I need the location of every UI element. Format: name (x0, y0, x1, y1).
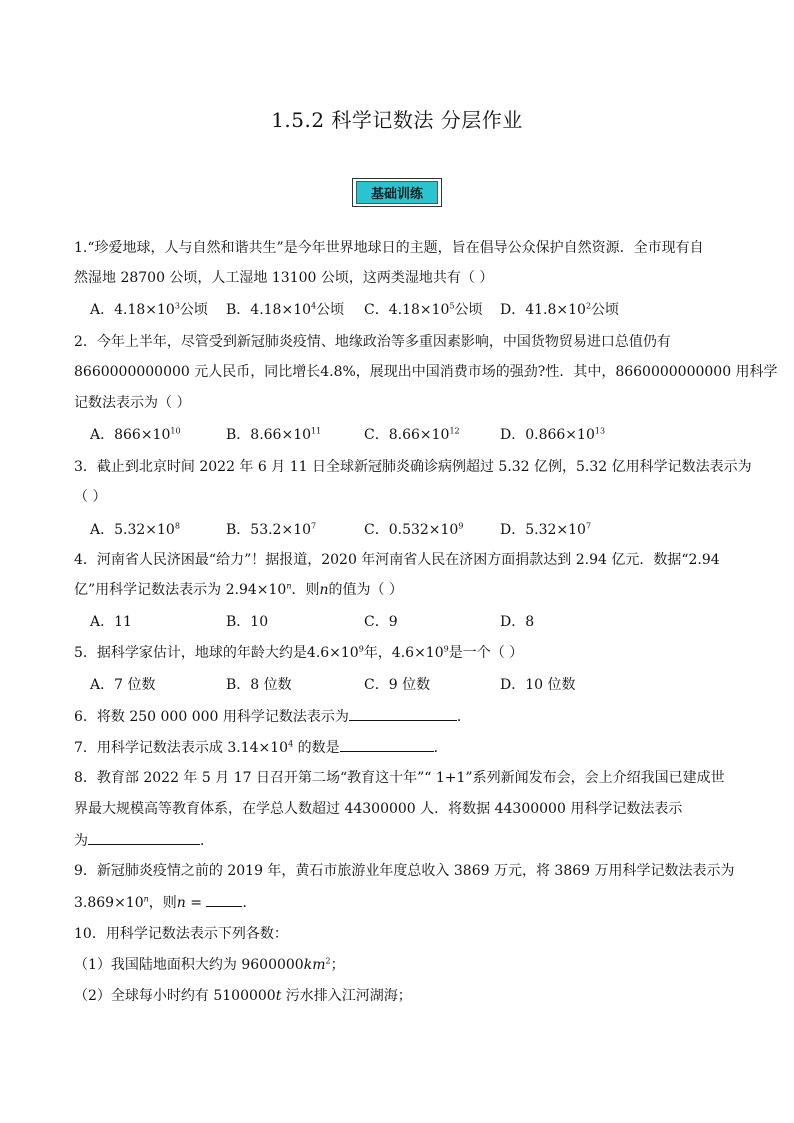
q1-option-d: D．$41.8\times 10^2$公顷 (500, 301, 620, 318)
page-title: 1.5.2 科学记数法 分层作业 (271, 108, 523, 132)
q10-line-1: 10．用科学记数法表示下列各数： (74, 926, 288, 942)
section-badge-wrap (0, 178, 794, 207)
q6-line: 6．将数 250 000 000 用科学记数法表示为 ． (74, 706, 471, 727)
q2-line-3: 记数法表示为（ ） (74, 395, 191, 411)
q5-option-c: C．9 位数 (364, 677, 431, 693)
section-badge (352, 178, 442, 207)
q3-line-2: （ ） (74, 489, 107, 505)
q8-line-2: 界最大规模高等教育体系，在学总人数超过 44300000 人．将数据 44300000 用科学记数法表示 (74, 801, 683, 817)
q2-option-c: C．$8.66\times 10^{12}$ (364, 426, 460, 443)
q2-line-2: 8660000000000 元人民币，同比增长4.8%，展现出中国消费市场的强劲?性．其中，8660000000000 用科学 (74, 364, 778, 380)
q3-option-d: D．$5.32\times 10^7$ (500, 521, 592, 538)
q9-answer-blank[interactable] (206, 892, 242, 907)
q1-option-c: C．$4.18\times 10^5$公顷 (364, 301, 483, 318)
q4-option-d: D．8 (500, 614, 535, 630)
q1-option-b: B．$4.18\times 10^4$公顷 (226, 301, 345, 318)
q4-line-2: 亿”用科学记数法表示为 $2.94\times 10^n$．则n的值为（ ） (74, 581, 403, 598)
q4-option-a: A．11 (90, 614, 132, 630)
q3-line-1: 3．截止到北京时间 2022 年 6 月 11 日全球新冠肺炎确诊病例超过 5.32 亿例，5.32 亿用科学记数法表示为 (74, 459, 752, 475)
q5-option-b: B．8 位数 (226, 677, 292, 693)
q8-line-3: 为 ． (74, 830, 214, 851)
q4-option-b: B．10 (226, 614, 269, 630)
section-badge-label: 基础训练 (356, 181, 438, 204)
q4-option-c: C．9 (364, 614, 398, 630)
q2-option-d: D．$0.866\times 10^{13}$ (500, 426, 606, 443)
q3-option-c: C．$0.532\times 10^9$ (364, 521, 464, 538)
q8-answer-blank[interactable] (88, 830, 200, 845)
q4-line-1: 4．河南省人民济困最“给力”！据报道，2020 年河南省人民在济困方面捐款达到 2.94 亿元．数据“2.94 (74, 552, 720, 568)
q2-option-b: B．$8.66\times 10^{11}$ (226, 426, 322, 443)
q1-line-2: 然湿地 28700 公顷，人工湿地 13100 公顷，这两类湿地共有（ ） (74, 270, 494, 286)
q3-option-a: A．$5.32\times 10^8$ (90, 521, 180, 538)
q10-sub-2: （2）全球每小时约有 5100000t 污水排入江河湖海； (74, 988, 412, 1004)
q3-option-b: B．$53.2\times 10^7$ (226, 521, 317, 538)
q5-line-1: 5．据科学家估计，地球的年龄大约是$4.6\times 10^9$年，$4.6\times 10^9$是一个（ ） (74, 644, 524, 661)
q5-option-d: D．10 位数 (500, 677, 576, 693)
q8-line-1: 8．教育部 2022 年 5 月 17 日召开第二场“教育这十年”“ 1+1”系列新闻发布会，会上介绍我国已建成世 (74, 770, 725, 786)
q2-line-1: 2．今年上半年，尽管受到新冠肺炎疫情、地缘政治等多重因素影响，中国货物贸易进口总值仍有 (74, 334, 671, 350)
q9-line-1: 9．新冠肺炎疫情之前的 2019 年，黄石市旅游业年度总收入 3869 万元，将 3869 万用科学记数法表示为 (74, 863, 735, 879)
q2-option-a: A．$866\times 10^{10}$ (90, 426, 181, 443)
q9-line-2: $3.869\times 10^n$，则n = ． (74, 892, 256, 913)
q7-line: 7．用科学记数法表示成 $3.14\times 10^4$ 的数是 ． (74, 737, 448, 758)
q7-answer-blank[interactable] (340, 737, 434, 752)
q6-answer-blank[interactable] (349, 706, 457, 721)
q1-option-a: A．$4.18\times 10^3$公顷 (90, 301, 208, 318)
q10-sub-1: （1）我国陆地面积大约为 $9600000km^2$； (74, 956, 345, 973)
q1-line-1: 1.“珍爱地球，人与自然和谐共生”是今年世界地球日的主题，旨在倡导公众保护自然资源．全市现有自 (74, 240, 704, 256)
q5-option-a: A．7 位数 (90, 677, 156, 693)
